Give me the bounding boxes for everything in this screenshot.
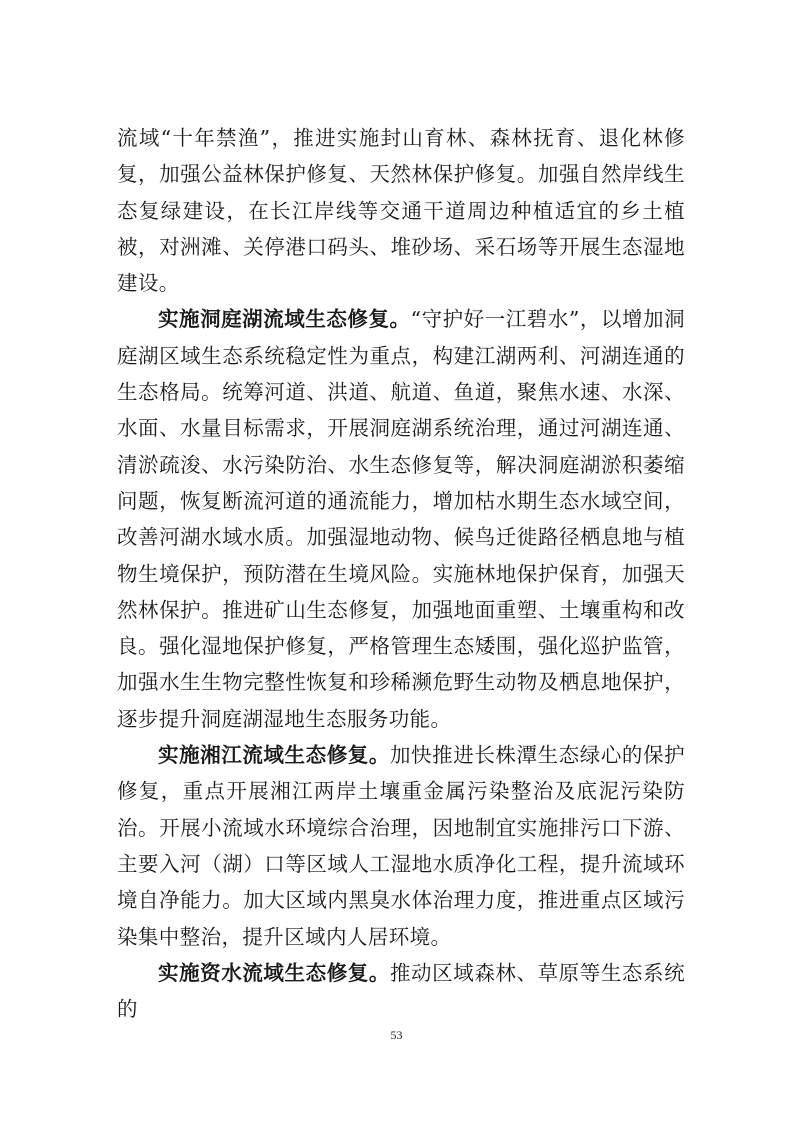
body-text <box>117 120 685 1027</box>
paragraph-body: “守护好一江碧水”，以增加洞庭湖区域生态系统稳定性为重点，构建江湖两利、河湖连通的生态格局。统筹河道、洪道、航道、鱼道，聚焦水速、水深、水面、水量目标需求，开展洞庭湖系统治理，通过河湖连通、清淤疏浚、水污染防治、水生态修复等，解决洞庭湖淤积萎缩问题，恢复断流河道的通流能力，增加枯水期生态水域空间，改善河湖水域水质。加强湿地动物、候鸟迁徙路径栖息地与植物生境保护，预防潜在生境风险。实施林地保护保育，加强天然林保护。推进矿山生态修复，加强地面重塑、土壤重构和改良。强化湿地保护修复，严格管理生态矮围，强化巡护监管，加强水生生物完整性恢复和珍稀濒危野生动物及栖息地保护，逐步提升洞庭湖湿地生态服务功能。 <box>117 307 685 731</box>
paragraph-zishui <box>117 955 685 1028</box>
paragraph-xiangjiang <box>117 737 685 955</box>
paragraph-continuation <box>117 120 685 301</box>
paragraph-heading: 实施洞庭湖流域生态修复。 <box>158 307 411 332</box>
page-number: 53 <box>390 1028 403 1042</box>
paragraph-heading: 实施资水流域生态修复。 <box>158 960 390 985</box>
paragraph-heading: 实施湘江流域生态修复。 <box>158 743 390 768</box>
paragraph-dongting-lake <box>117 301 685 737</box>
paragraph-body: 流域“十年禁渔”，推进实施封山育林、森林抚育、退化林修复，加强公益林保护修复、天然林保护修复。加强自然岸线生态复绿建设，在长江岸线等交通干道周边种植适宜的乡土植被，对洲滩、关停港口码头、堆砂场、采石场等开展生态湿地建设。 <box>117 126 685 296</box>
paragraph-body: 推动区域森林、草原等生态系统的 <box>117 960 685 1022</box>
paragraph-body: 加快推进长株潭生态绿心的保护修复，重点开展湘江两岸土壤重金属污染整治及底泥污染防治。开展小流域水环境综合治理，因地制宜实施排污口下游、主要入河（湖）口等区域人工湿地水质净化工程，提升流域环境自净能力。加大区域内黑臭水体治理力度，推进重点区域污染集中整治，提升区域内人居环境。 <box>117 743 685 949</box>
